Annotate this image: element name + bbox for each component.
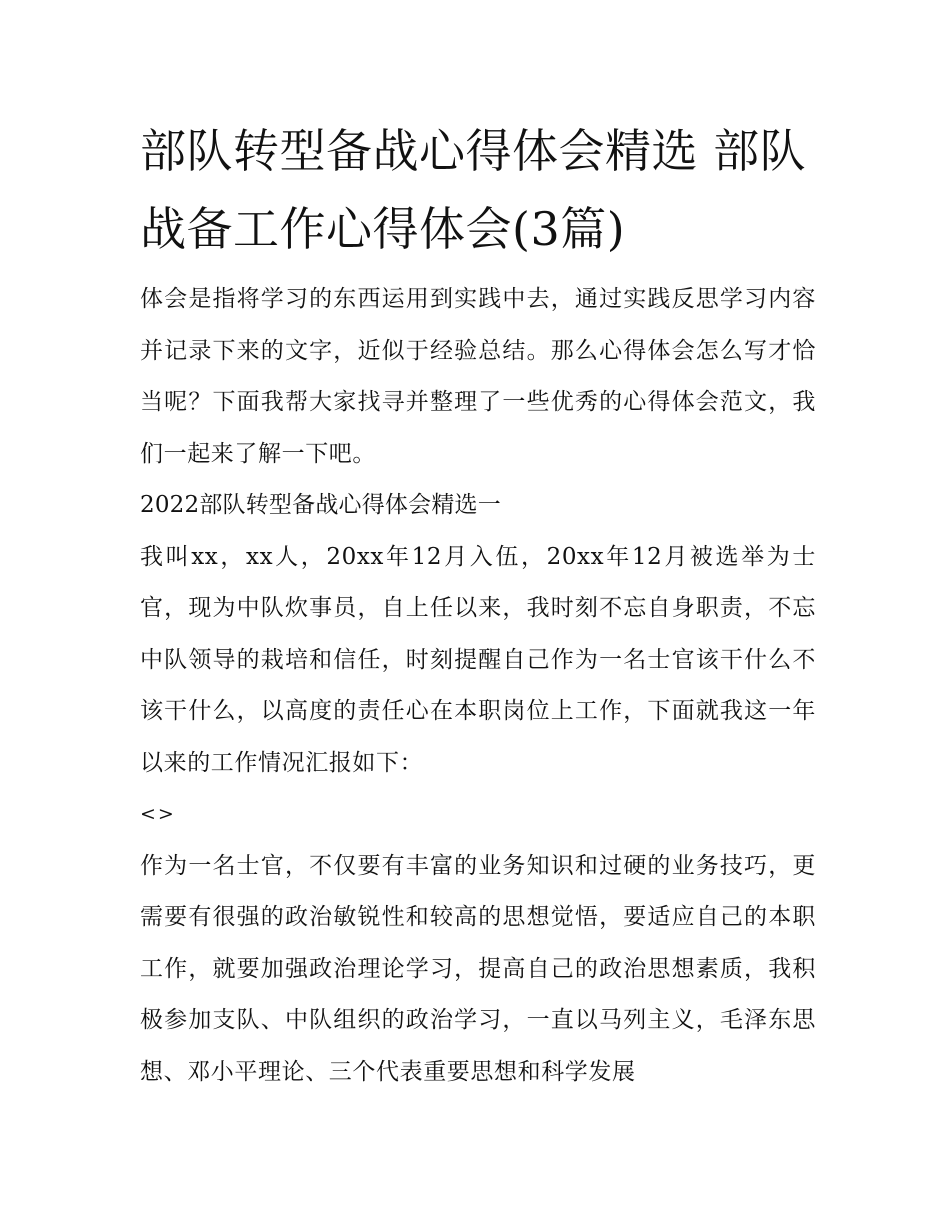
document-body [140, 274, 816, 1098]
placeholder-marker: <> [140, 803, 176, 825]
section-heading: 2022部队转型备战心得体会精选一 [140, 492, 501, 518]
document-title: 部队转型备战心得体会精选 部队战备工作心得体会(3篇) [140, 124, 807, 256]
body-paragraph: 我叫xx，xx人，20xx年12月入伍，20xx年12月被选举为士官，现为中队炊事员，自上任以来，我时刻不忘自身职责，不忘中队领导的栽培和信任，时刻提醒自己作为一名士官该干什么不该干什么，以高度的责任心在本职岗位上工作，下面就我这一年以来的工作情况汇报如下： [140, 543, 816, 776]
body-paragraph: 作为一名士官，不仅要有丰富的业务知识和过硬的业务技巧，更需要有很强的政治敏锐性和较高的思想觉悟，要适应自己的本职工作，就要加强政治理论学习，提高自己的政治思想素质，我积极参加支队、中队组织的政治学习，一直以马列主义，毛泽东思想、邓小平理论、三个代表重要思想和科学发展 [140, 852, 816, 1085]
intro-paragraph: 体会是指将学习的东西运用到实践中去，通过实践反思学习内容并记录下来的文字，近似于经验总结。那么心得体会怎么写才恰当呢？下面我帮大家找寻并整理了一些优秀的心得体会范文，我们一起来了解一下吧。 [140, 286, 816, 467]
